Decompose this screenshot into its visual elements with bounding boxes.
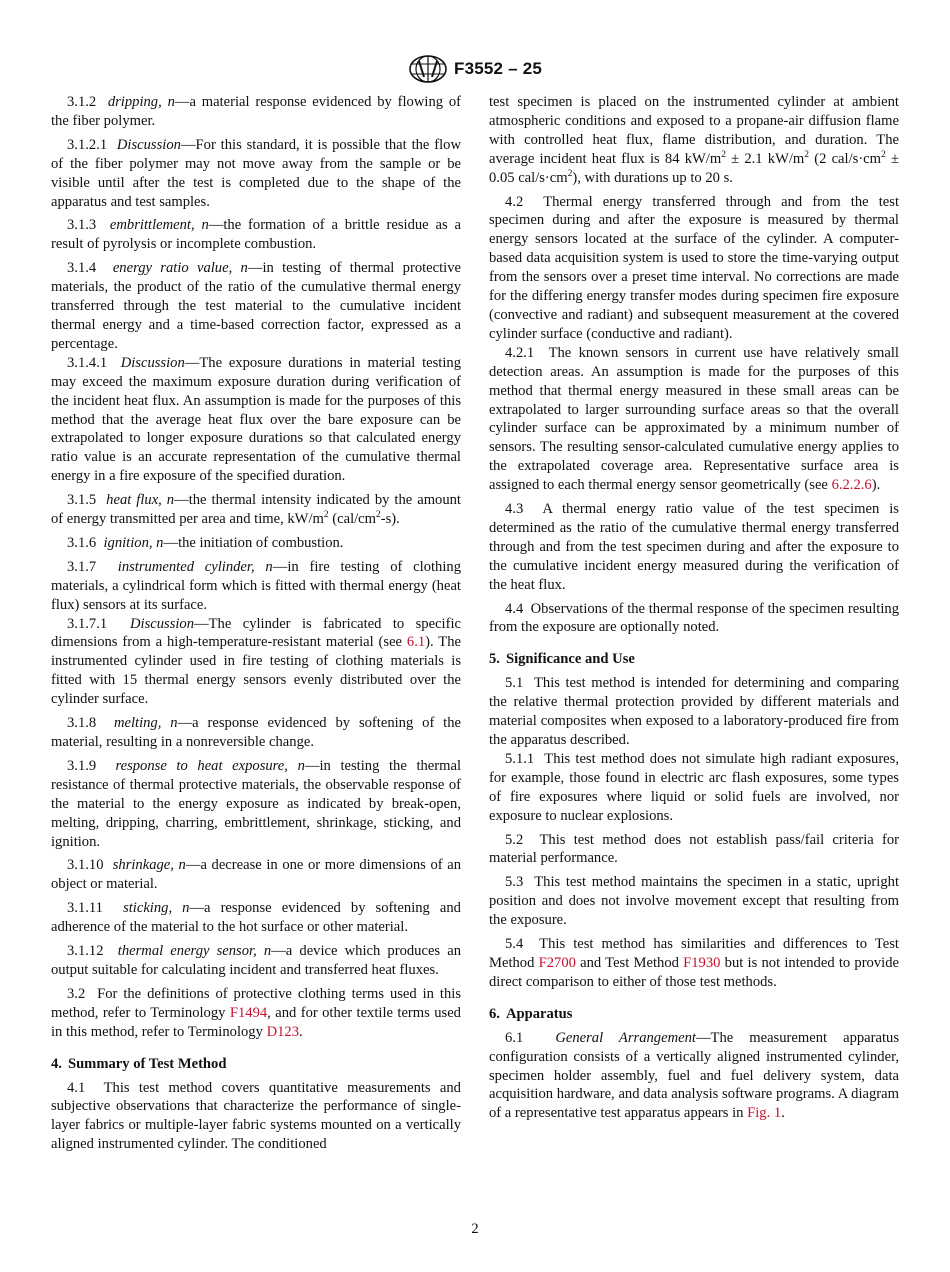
ref-link-f1494[interactable]: F1494 [229, 1004, 268, 1021]
clause-4-1-continued: test specimen is placed on the instrumented cylinder at ambient atmospheric conditions and exposed to a propane-air diffusion flame with controlled heat flux, flame distribution, and duration. The average incident heat flux is 84 $kW/m^2 \pm 2.1$ $kW/m^2$ (2 cal/$s\cdot cm^2 \pm 0.05$ cal/$s\cdot cm^2$), with durations up to 20 s. [489, 94, 899, 186]
clause-3-1-4: 3.1.4 energy ratio value, n—in testing of thermal protective materials, the product of the ratio of the cumulative thermal energy transferred through the test material to the cumulative incident thermal energy and a time-based correction factor, expressed as a percentage. [51, 260, 462, 352]
clause-4-4: 4.4 Observations of the thermal response of the specimen resulting from the exposure are optionally noted. [489, 600, 899, 636]
clause-3-1-2: 3.1.2 dripping, n—a material response evidenced by flowing of the fiber polymer. [51, 94, 462, 129]
clause-3-1-6: 3.1.6 ignition, n—the initiation of combustion. [67, 534, 344, 551]
clause-3-1-12: 3.1.12 thermal energy sensor, n—a device which produces an output suitable for calculating incident and transferred heat fluxes. [51, 943, 462, 978]
section-4-heading: 4. Summary of Test Method [51, 1055, 227, 1072]
standard-designation: F3552 – 25 [453, 59, 542, 78]
ref-link-f1930[interactable]: F1930 [683, 954, 721, 971]
clause-5-1: 5.1 This test method is intended for determining and comparing the relative thermal protection provided by different materials and material composites when exposed to a laboratory-produced fire from the apparatus described. [489, 675, 899, 748]
clause-5-3: 5.3 This test method maintains the specimen in a static, upright position and does not involve movement except that resulting from the exposure. [489, 874, 899, 929]
ref-link-6-2-2-6[interactable]: 6.2.2.6 [831, 477, 872, 494]
ref-link-f2700[interactable]: F2700 [538, 954, 576, 971]
ref-link-fig-1[interactable]: Fig. 1 [747, 1105, 782, 1122]
clause-3-1-10: 3.1.10 shrinkage, n—a decrease in one or more dimensions of an object or material. [51, 857, 462, 893]
clause-3-2: 3.2 For the definitions of protective clothing terms used in this method, refer to Terminology F1494, and for other textile terms used in this method, refer to Terminology D123. [51, 985, 461, 1040]
ref-link-d123[interactable]: D123 [266, 1023, 299, 1040]
clause-6-1: 6.1 General Arrangement—The measurement apparatus configuration consists of a vertically aligned instrumented cylinder, specimen holder assembly, fuel and fuel delivery system, data acquisition hardware, and data analysis software programs. A diagram of a representative test apparatus appears in Fig. 1. [489, 1029, 900, 1122]
clause-5-1-1: 5.1.1 This test method does not simulate high radiant exposures, for example, those found in electric arc flash exposures, some types of fire exposures where liquid or solid fuels are involved, nor exposure to nuclear explosions. [489, 750, 899, 824]
section-5-heading: 5. Significance and Use [489, 651, 635, 668]
clause-3-1-3: 3.1.3 embrittlement, n—the formation of a brittle residue as a result of pyrolysis or incomplete combustion. [51, 217, 461, 253]
clause-3-1-4-1: 3.1.4.1 Discussion—The exposure durations in material testing may exceed the maximum exposure duration during verification of the incident heat flux. An assumption is made for the purposes of this method that the average heat flux over the bare exposure can be extrapolated to longer exposure durations so that calculated energy ratio value is an accurate representation of the cumulative thermal energy in a fire exposure of the specified duration. [51, 354, 462, 485]
ref-link-6-1[interactable]: 6.1 [406, 634, 426, 651]
clause-5-2: 5.2 This test method does not establish pass/fail criteria for material performance. [489, 831, 899, 867]
clause-4-2: 4.2 Thermal energy transferred through and from the test specimen during and after the exposure is measured by thermal energy sensors located at the surface of the cylinder. A computer-based data acquisition system is used to store the time-varying output from the sensors over a preset time interval. No corrections are made for the differing energy transfer modes during specimen fire exposure (convective and radiant) and subsequent measurement at the covered cylinder surface (conductive and radiant). [489, 193, 899, 342]
page-number: 2 [471, 1221, 479, 1237]
section-6-heading: 6. Apparatus [489, 1005, 573, 1022]
clause-3-1-7-1: 3.1.7.1 Discussion—The cylinder is fabricated to specific dimensions from a high-temperature-resistant material (see 6.1). The instrumented cylinder used in fire testing of clothing materials is fitted with 15 thermal energy sensors evenly distributed over the cylinder surface. [51, 615, 461, 708]
clause-4-1: 4.1 This test method covers quantitative measurements and subjective observations that characterize the performance of single-layer fabrics or multiple-layer fabric systems mounted on a vertically aligned instrumented cylinder. The conditioned [51, 1079, 461, 1153]
page-header [0, 54, 950, 84]
clause-3-1-5: 3.1.5 heat flux, n—the thermal intensity indicated by the amount of energy transmitted per area and time, $kW/m^2$ $(cal/cm^2-s)$. [51, 492, 461, 528]
astm-logo-icon [408, 54, 448, 84]
left-column [51, 93, 461, 1154]
clause-3-1-8: 3.1.8 melting, n—a response evidenced by softening of the material, resulting in a nonreversible change. [51, 715, 462, 750]
clause-3-1-9: 3.1.9 response to heat exposure, n—in testing the thermal resistance of thermal protective materials, the observable response of the material to the energy exposure as indicated by break-open, melting, dripping, charring, embrittlement, shrinkage, sticking, and ignition. [51, 757, 462, 850]
clause-3-1-2-1: 3.1.2.1 Discussion—For this standard, it is possible that the flow of the fiber polymer may not move away from the sample or be visible until after the test is completed due to the shape of the apparatus and test samples. [51, 136, 462, 210]
clause-3-1-7: 3.1.7 instrumented cylinder, n—in fire testing of clothing materials, a cylindrical form which is fitted with thermal energy (heat flux) sensors at its surface. [51, 558, 461, 613]
clause-3-1-11: 3.1.11 sticking, n—a response evidenced by softening and adherence of the material to the hot surface or other material. [51, 900, 461, 936]
clause-4-2-1: 4.2.1 The known sensors in current use have relatively small detection areas. An assumption is made for the purposes of this method that thermal energy measured in these small areas can be extrapolated to larger surrounding surface areas so that the overall cylinder surface can be approximated by a minimum number of sensors. The resulting sensor-calculated cumulative energy applies to the extrapolated coverage area. Representative surface area is assigned to each thermal energy sensor geometrically (see 6.2.2.6). [489, 344, 899, 494]
clause-4-3: 4.3 A thermal energy ratio value of the test specimen is determined as the ratio of the cumulative thermal energy transferred through and from the test specimen during and after the exposure to the cumulative incident energy measured during the verification of the heat flux. [489, 501, 899, 593]
clause-5-4: 5.4 This test method has similarities and differences to Test Method F2700 and Test Method F1930 but is not intended to provide direct comparison to either of those test methods. [489, 936, 899, 990]
right-column [489, 93, 899, 1128]
